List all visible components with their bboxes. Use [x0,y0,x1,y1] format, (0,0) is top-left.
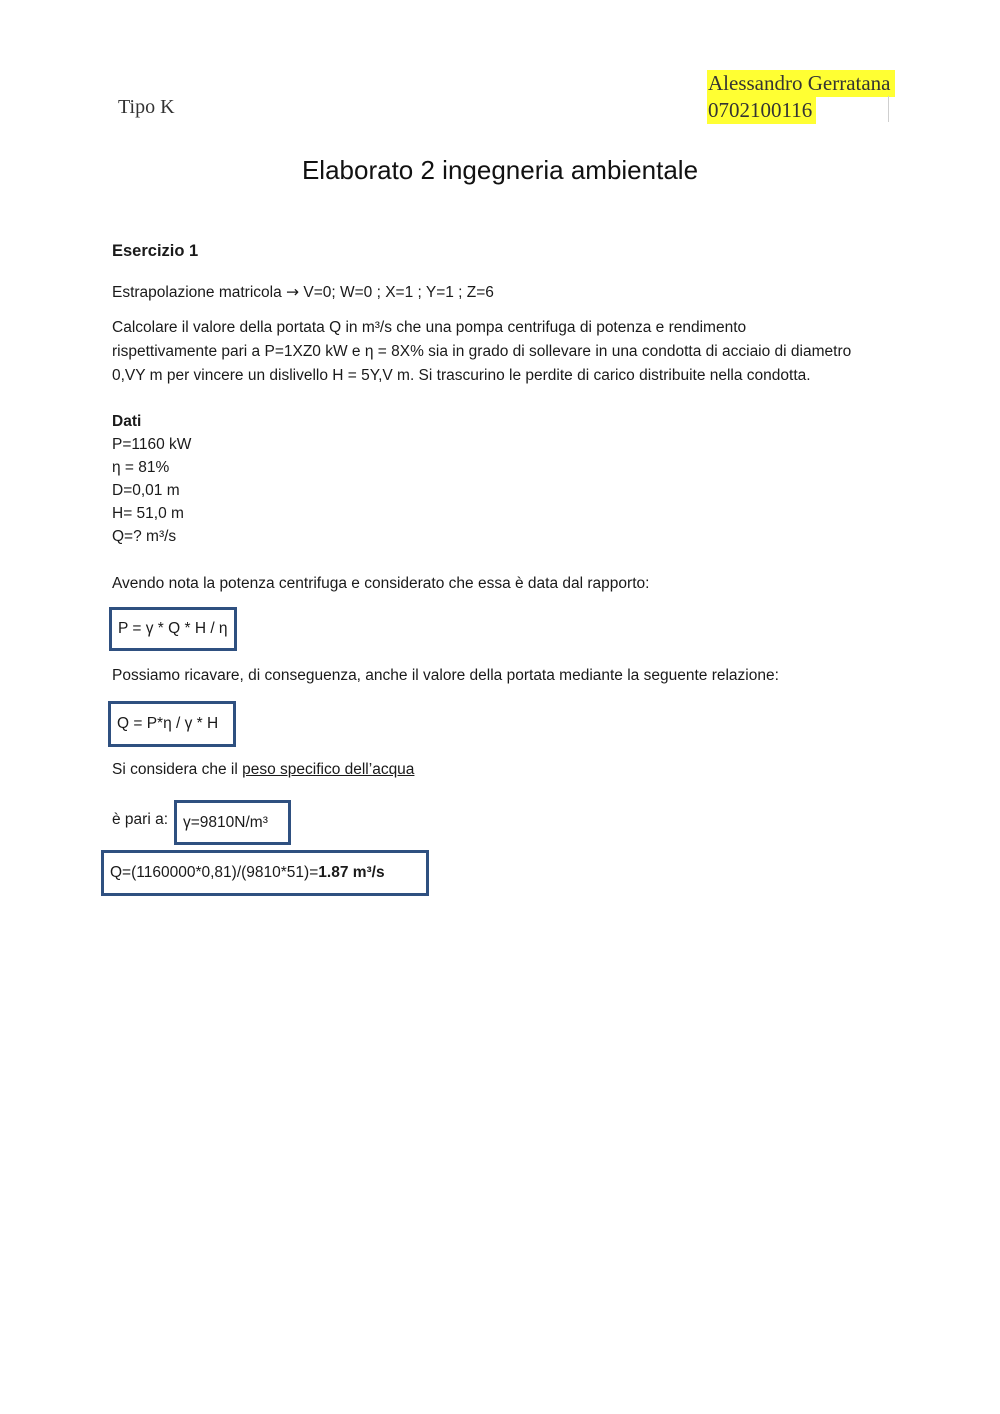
dati-list [112,433,191,548]
peso-specifico-text: peso specifico dell’acqua [242,761,415,778]
author-name: Alessandro Gerratana [707,70,895,97]
result-expression: Q=(1160000*0,81)/(9810*51)= [110,864,319,881]
dati-item: η = 81% [112,459,170,476]
possiamo-text: Possiamo ricavare, di conseguenza, anche il valore della portata mediante la seguente relazione: [112,667,779,684]
formula-q-box [108,701,236,747]
author-block [707,70,895,124]
problem-line: 0,VY m per vincere un dislivello H = 5Y,V m. Si trascurino le perdite di carico distribuite nella condotta. [112,367,811,384]
matricola-values: V=0; W=0 ; X=1 ; Y=1 ; Z=6 [303,284,494,301]
tipo-label: Tipo K [118,96,175,118]
e-pari-label: è pari a: [112,811,169,828]
page-title: Elaborato 2 ingegneria ambientale [301,155,699,185]
header-divider [888,96,889,122]
exercise-heading: Esercizio 1 [112,242,199,260]
result-box [101,850,429,896]
avendo-text: Avendo nota la potenza centrifuga e considerato che essa è data dal rapporto: [112,575,650,592]
dati-item: P=1160 kW [112,436,192,453]
formula-p: P = γ * Q * H / η [118,620,228,637]
result-value: 1.87 m³/s [318,864,385,881]
matricola-line [112,280,494,305]
dati-item: H= 51,0 m [112,505,184,522]
dati-heading: Dati [112,413,142,430]
formula-p-box [109,607,237,651]
arrow-right-icon: → [286,283,300,301]
problem-line: Calcolare il valore della portata Q in m³/s che una pompa centrifuga di potenza e rendimento [112,319,747,336]
formula-q: Q = P*η / γ * H [117,715,219,732]
problem-statement [112,316,902,388]
dati-item: Q=? m³/s [112,528,177,545]
si-considera-line [112,758,414,782]
author-id: 0702100116 [707,97,816,124]
problem-line: rispettivamente pari a P=1XZ0 kW e η = 8X% sia in grado di sollevare in una condotta di acciaio di diametro [112,343,852,360]
dati-item: D=0,01 m [112,482,180,499]
gamma-box [174,800,291,845]
gamma-value: γ=9810N/m³ [183,813,268,831]
si-considera-text: Si considera che il [112,761,243,778]
estrapolazione-label: Estrapolazione matricola [112,284,282,301]
